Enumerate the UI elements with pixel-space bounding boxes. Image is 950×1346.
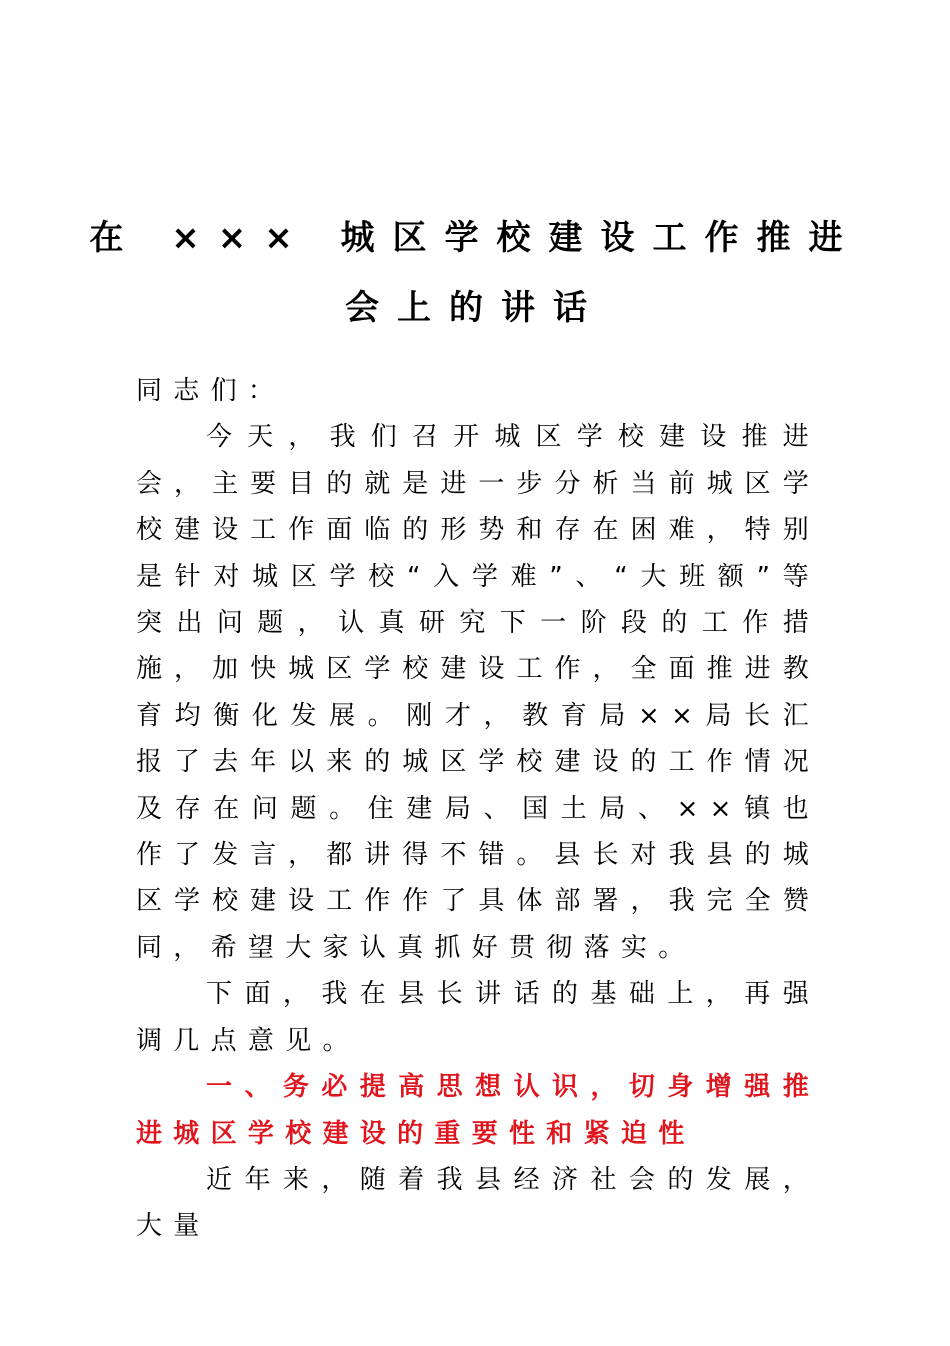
document-title-line-2: 会上的讲话 bbox=[345, 288, 605, 328]
salutation: 同志们： bbox=[136, 376, 286, 406]
paragraph-transition: 下面，我在县长讲话的基础上，再强调几点意见。 bbox=[136, 979, 820, 1056]
document-title-line-1: 在 ××× 城区学校建设工作推进 bbox=[89, 218, 861, 258]
paragraph-section-1-start: 近年来，随着我县经济社会的发展，大量 bbox=[136, 1164, 820, 1242]
section-heading-1: 一、务必提高思想认识，切身增强推进城区学校建设的重要性和紧迫性 bbox=[136, 1072, 820, 1149]
document-body bbox=[136, 368, 820, 1250]
paragraph-opening: 今天，我们召开城区学校建设推进会，主要目的就是进一步分析当前城区学校建设工作面临的形势和存在困难，特别是针对城区学校“入学难”、“大班额”等突出问题，认真研究下一阶段的工作措施，加快城区学校建设工作，全面推进教育均衡化发展。刚才，教育局××局长汇报了去年以来的城区学校建设的工作情况及存在问题。住建局、国土局、××镇也作了发言，都讲得不错。县长对我县的城区学校建设工作作了具体部署，我完全赞同，希望大家认真抓好贯彻落实。 bbox=[136, 422, 820, 963]
